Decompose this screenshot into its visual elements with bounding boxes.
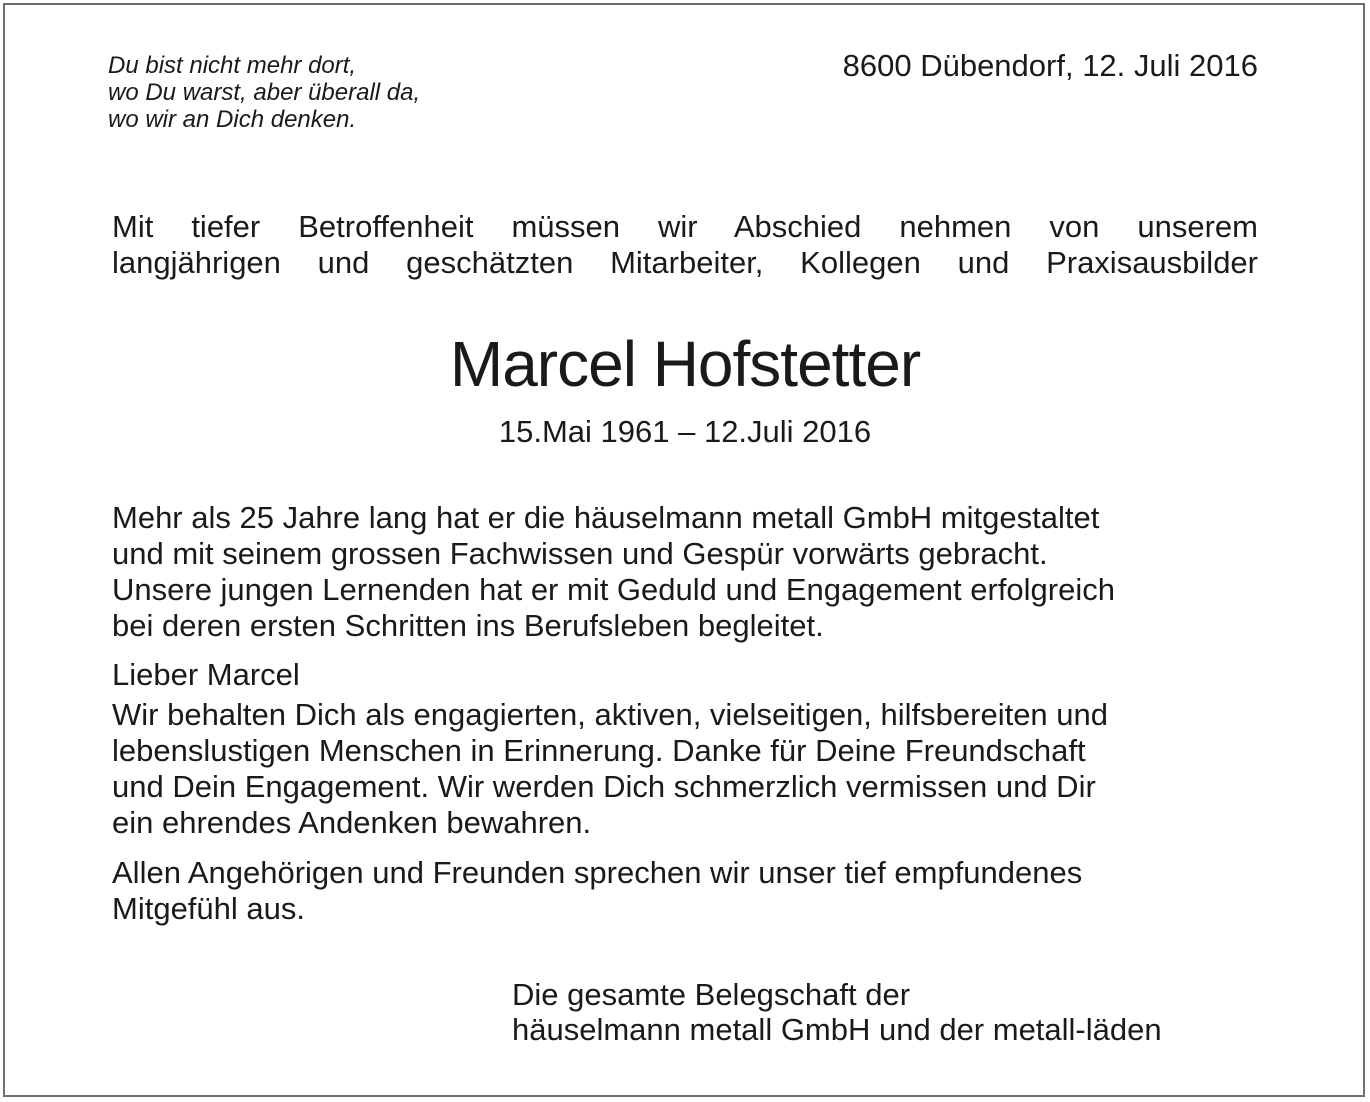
text-line: lebenslustigen Menschen in Erinnerung. Danke für Deine Freundschaft bbox=[112, 733, 1086, 768]
deceased-name: Marcel Hofstetter bbox=[449, 328, 921, 400]
motto-quote bbox=[108, 52, 420, 133]
motto-line: Du bist nicht mehr dort, bbox=[108, 52, 357, 79]
text-line: Mehr als 25 Jahre lang hat er die häuselmann metall GmbH mitgestaltet bbox=[112, 500, 1100, 535]
signature-line: häuselmann metall GmbH und der metall-läden bbox=[512, 1012, 1162, 1047]
text-line: und Dein Engagement. Wir werden Dich schmerzlich vermissen und Dir bbox=[112, 769, 1096, 804]
signature-line: Die gesamte Belegschaft der bbox=[512, 977, 911, 1012]
intro-text bbox=[112, 209, 1258, 281]
text-line: Mitgefühl aus. bbox=[112, 891, 305, 926]
paragraph-career bbox=[112, 500, 1258, 644]
text-line: ein ehrendes Andenken bewahren. bbox=[112, 805, 592, 840]
text-line: bei deren ersten Schritten ins Berufsleben begleitet. bbox=[112, 608, 824, 643]
text-line: Mit tiefer Betroffenheit müssen wir Abschied nehmen von unserem bbox=[112, 209, 1258, 244]
text-line: Unsere jungen Lernenden hat er mit Geduld und Engagement erfolgreich bbox=[112, 572, 1115, 607]
motto-line: wo Du warst, aber überall da, bbox=[108, 79, 421, 106]
text-line: und mit seinem grossen Fachwissen und Gespür vorwärts gebracht. bbox=[112, 536, 1048, 571]
greeting: Lieber Marcel bbox=[112, 657, 300, 692]
text-line: langjährigen und geschätzten Mitarbeiter, Kollegen und Praxisausbilder bbox=[112, 245, 1258, 280]
paragraph-condolence bbox=[112, 855, 1258, 927]
text-line: Allen Angehörigen und Freunden sprechen wir unser tief empfundenes bbox=[112, 855, 1083, 890]
place-date: 8600 Dübendorf, 12. Juli 2016 bbox=[842, 48, 1258, 83]
text-line: Wir behalten Dich als engagierten, aktiven, vielseitigen, hilfsbereiten und bbox=[112, 697, 1109, 732]
motto-line: wo wir an Dich denken. bbox=[108, 106, 357, 133]
paragraph-memory bbox=[112, 697, 1258, 841]
life-dates: 15.Mai 1961 – 12.Juli 2016 bbox=[498, 414, 872, 449]
signature bbox=[512, 977, 1162, 1047]
